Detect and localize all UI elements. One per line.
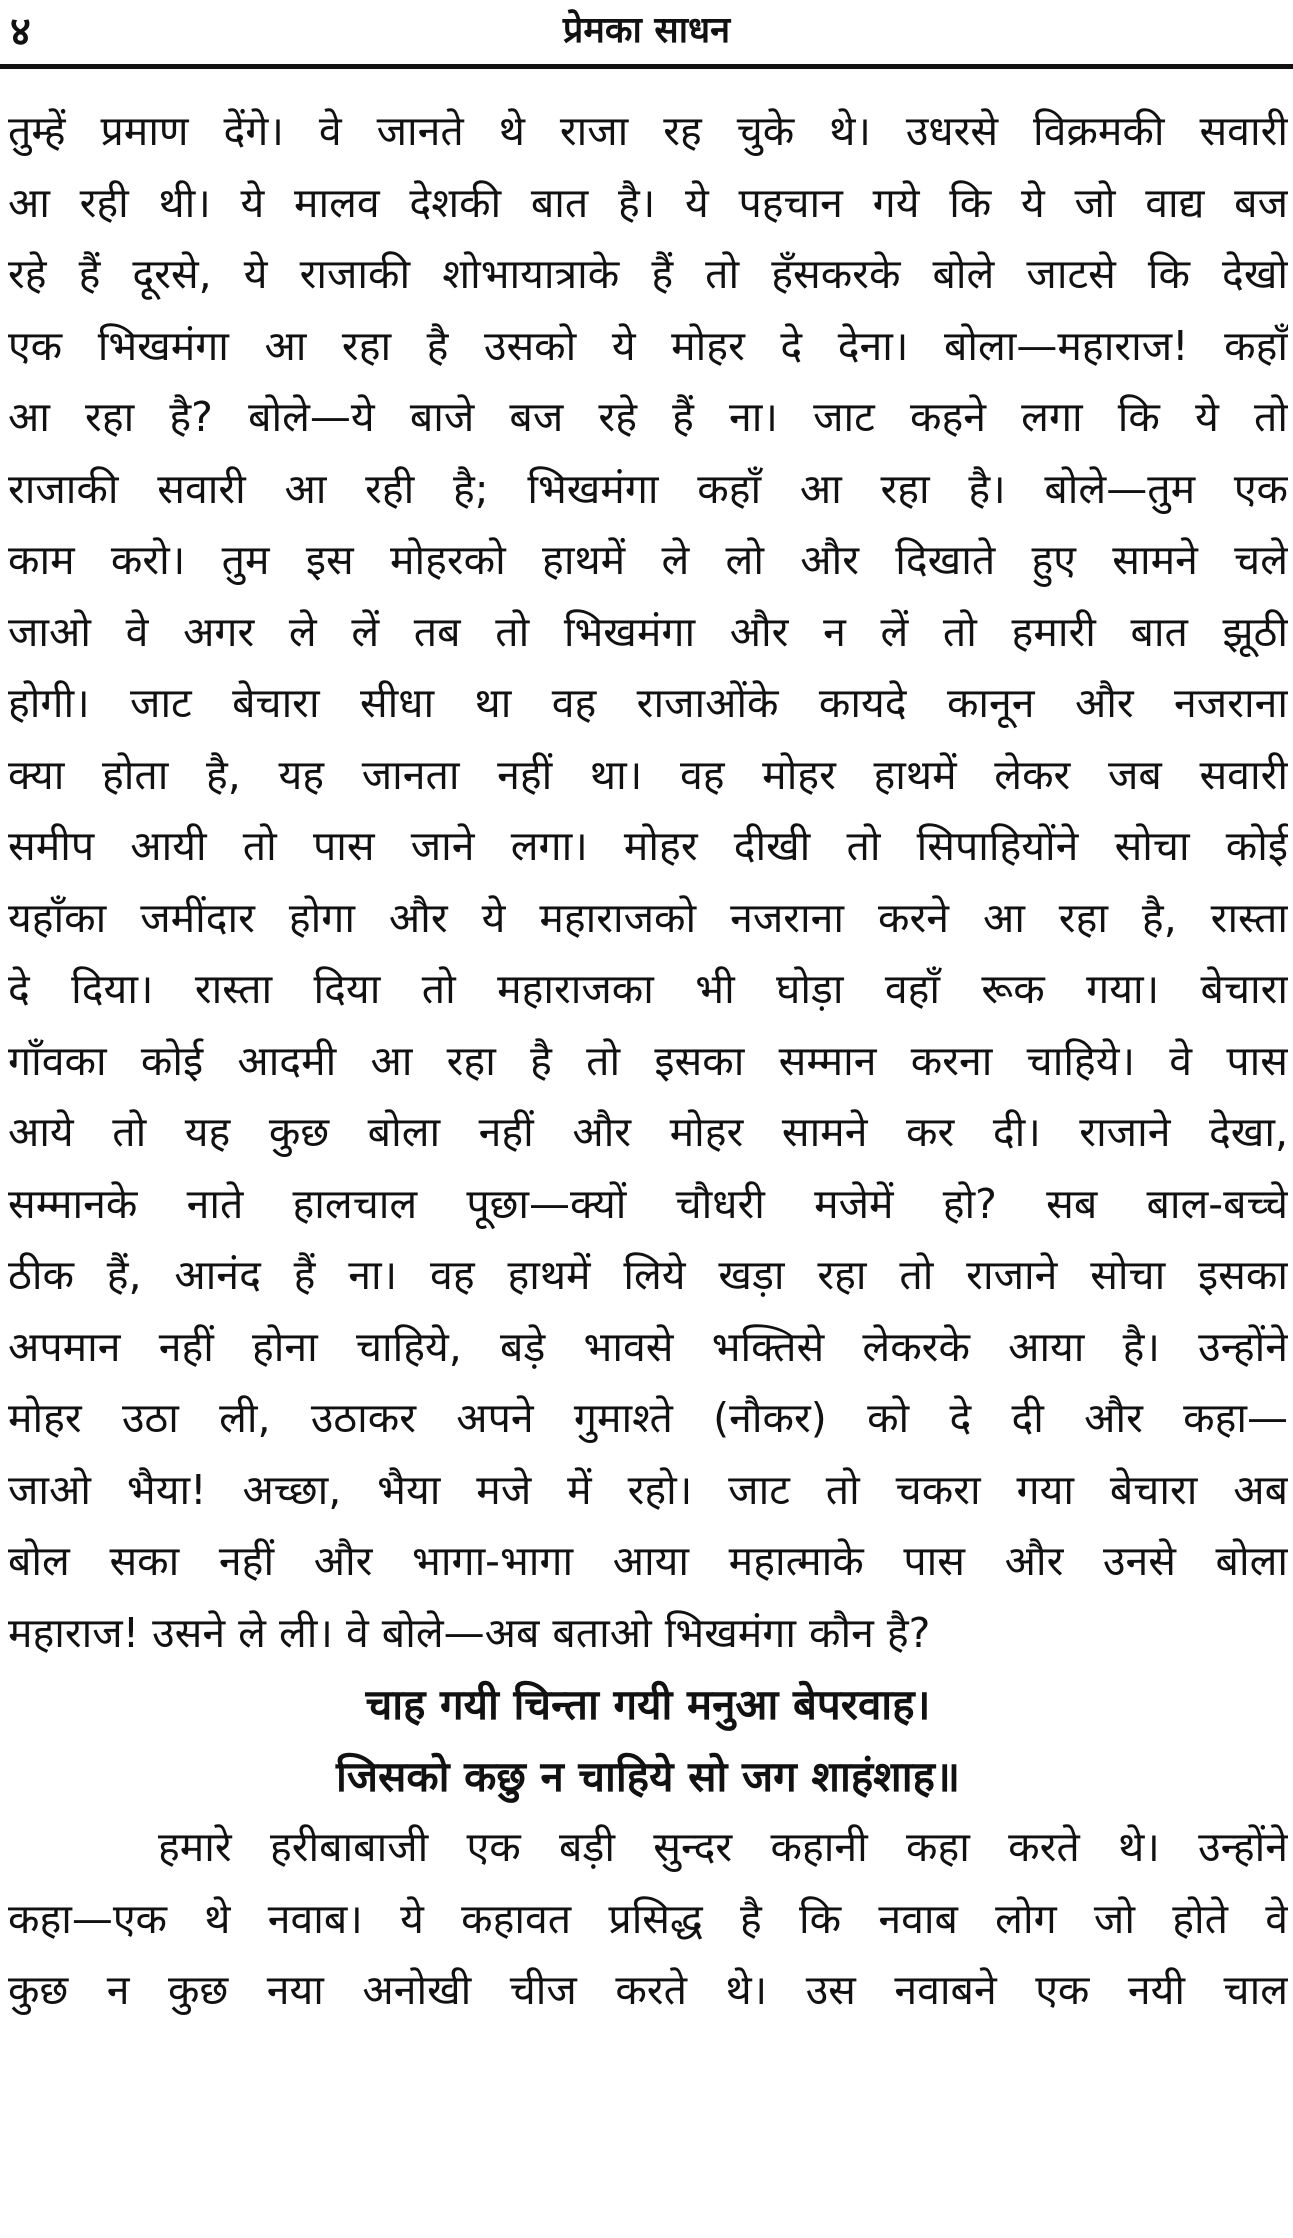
text-line: ठीक हैं, आनंद हैं ना। वह हाथमें लिये खड़ा रहा तो राजाने सोचा इसका xyxy=(8,1251,1288,1299)
text-line: जाओ भैया! अच्छा, भैया मजे में रहो। जाट तो चकरा गया बेचारा अब xyxy=(8,1465,1288,1514)
text-line: मोहर उठा ली, उठाकर अपने गुमाश्ते (नौकर) को दे दी और कहा— xyxy=(8,1394,1288,1442)
text-line: दे दिया। रास्ता दिया तो महाराजका भी घोड़ा वहाँ रूक गया। बेचारा xyxy=(8,965,1288,1013)
running-title: प्रेमका साधन xyxy=(562,10,731,51)
text-line: राजाकी सवारी आ रही है; भिखमंगा कहाँ आ रहा है। बोले—तुम एक xyxy=(8,464,1288,513)
text-line: एक भिखमंगा आ रहा है उसको ये मोहर दे देना। बोला—महाराज! कहाँ xyxy=(8,321,1288,370)
text-line: महाराज! उसने ले ली। वे बोले—अब बताओ भिखमंगा कौन है? xyxy=(8,1608,931,1657)
text-line: क्या होता है, यह जानता नहीं था। वह मोहर हाथमें लेकर जब सवारी xyxy=(8,750,1288,799)
text-line: बोल सका नहीं और भागा-भागा आया महात्माके पास और उनसे बोला xyxy=(8,1537,1288,1585)
verse-line: चाह गयी चिन्ता गयी मनुआ बेपरवाह। xyxy=(365,1680,931,1729)
text-line: गाँवका कोई आदमी आ रहा है तो इसका सम्मान करना चाहिये। वे पास xyxy=(8,1036,1288,1085)
body-text xyxy=(8,96,1288,2027)
text-line: काम करो। तुम इस मोहरको हाथमें ले लो और दिखाते हुए सामने चले xyxy=(8,536,1288,584)
text-line: आ रही थी। ये मालव देशकी बात है। ये पहचान गये कि ये जो वाद्य बज xyxy=(8,178,1288,227)
text-line: जाओ वे अगर ले लें तब तो भिखमंगा और न लें तो हमारी बात झूठी xyxy=(8,607,1288,656)
text-line: तुम्हें प्रमाण देंगे। वे जानते थे राजा रह चुके थे। उधरसे विक्रमकी सवारी xyxy=(8,107,1288,155)
text-line: समीप आयी तो पास जाने लगा। मोहर दीखी तो सिपाहियोंने सोचा कोई xyxy=(8,822,1288,870)
text-line: सम्मानके नाते हालचाल पूछा—क्यों चौधरी मजेमें हो? सब बाल-बच्चे xyxy=(8,1179,1288,1228)
page-header xyxy=(0,0,1293,62)
text-line: अपमान नहीं होना चाहिये, बड़े भावसे भक्तिसे लेकरके आया है। उन्होंने xyxy=(8,1322,1288,1371)
text-line: रहे हैं दूरसे, ये राजाकी शोभायात्राके हैं तो हँसकरके बोले जाटसे कि देखो xyxy=(8,250,1288,298)
page-number: ४ xyxy=(10,9,31,55)
text-line: आये तो यह कुछ बोला नहीं और मोहर सामने कर दी। राजाने देखा, xyxy=(8,1108,1288,1156)
text-line: कुछ न कुछ नया अनोखी चीज करते थे। उस नवाबने एक नयी चाल xyxy=(8,1966,1288,2014)
text-line: आ रहा है? बोले—ये बाजे बज रहे हैं ना। जाट कहने लगा कि ये तो xyxy=(8,393,1288,441)
text-line: होगी। जाट बेचारा सीधा था वह राजाओंके कायदे कानून और नजराना xyxy=(8,679,1288,727)
verse-line: जिसको कछु न चाहिये सो जग शाहंशाह॥ xyxy=(335,1751,961,1801)
paragraph-first-line: हमारे हरीबाबाजी एक बड़ी सुन्दर कहानी कहा करते थे। उन्होंने xyxy=(158,1823,1288,1871)
header-divider xyxy=(0,64,1293,69)
text-line: कहा—एक थे नवाब। ये कहावत प्रसिद्ध है कि नवाब लोग जो होते वे xyxy=(8,1894,1288,1943)
text-line: यहाँका जमींदार होगा और ये महाराजको नजराना करने आ रहा है, रास्ता xyxy=(8,893,1288,942)
